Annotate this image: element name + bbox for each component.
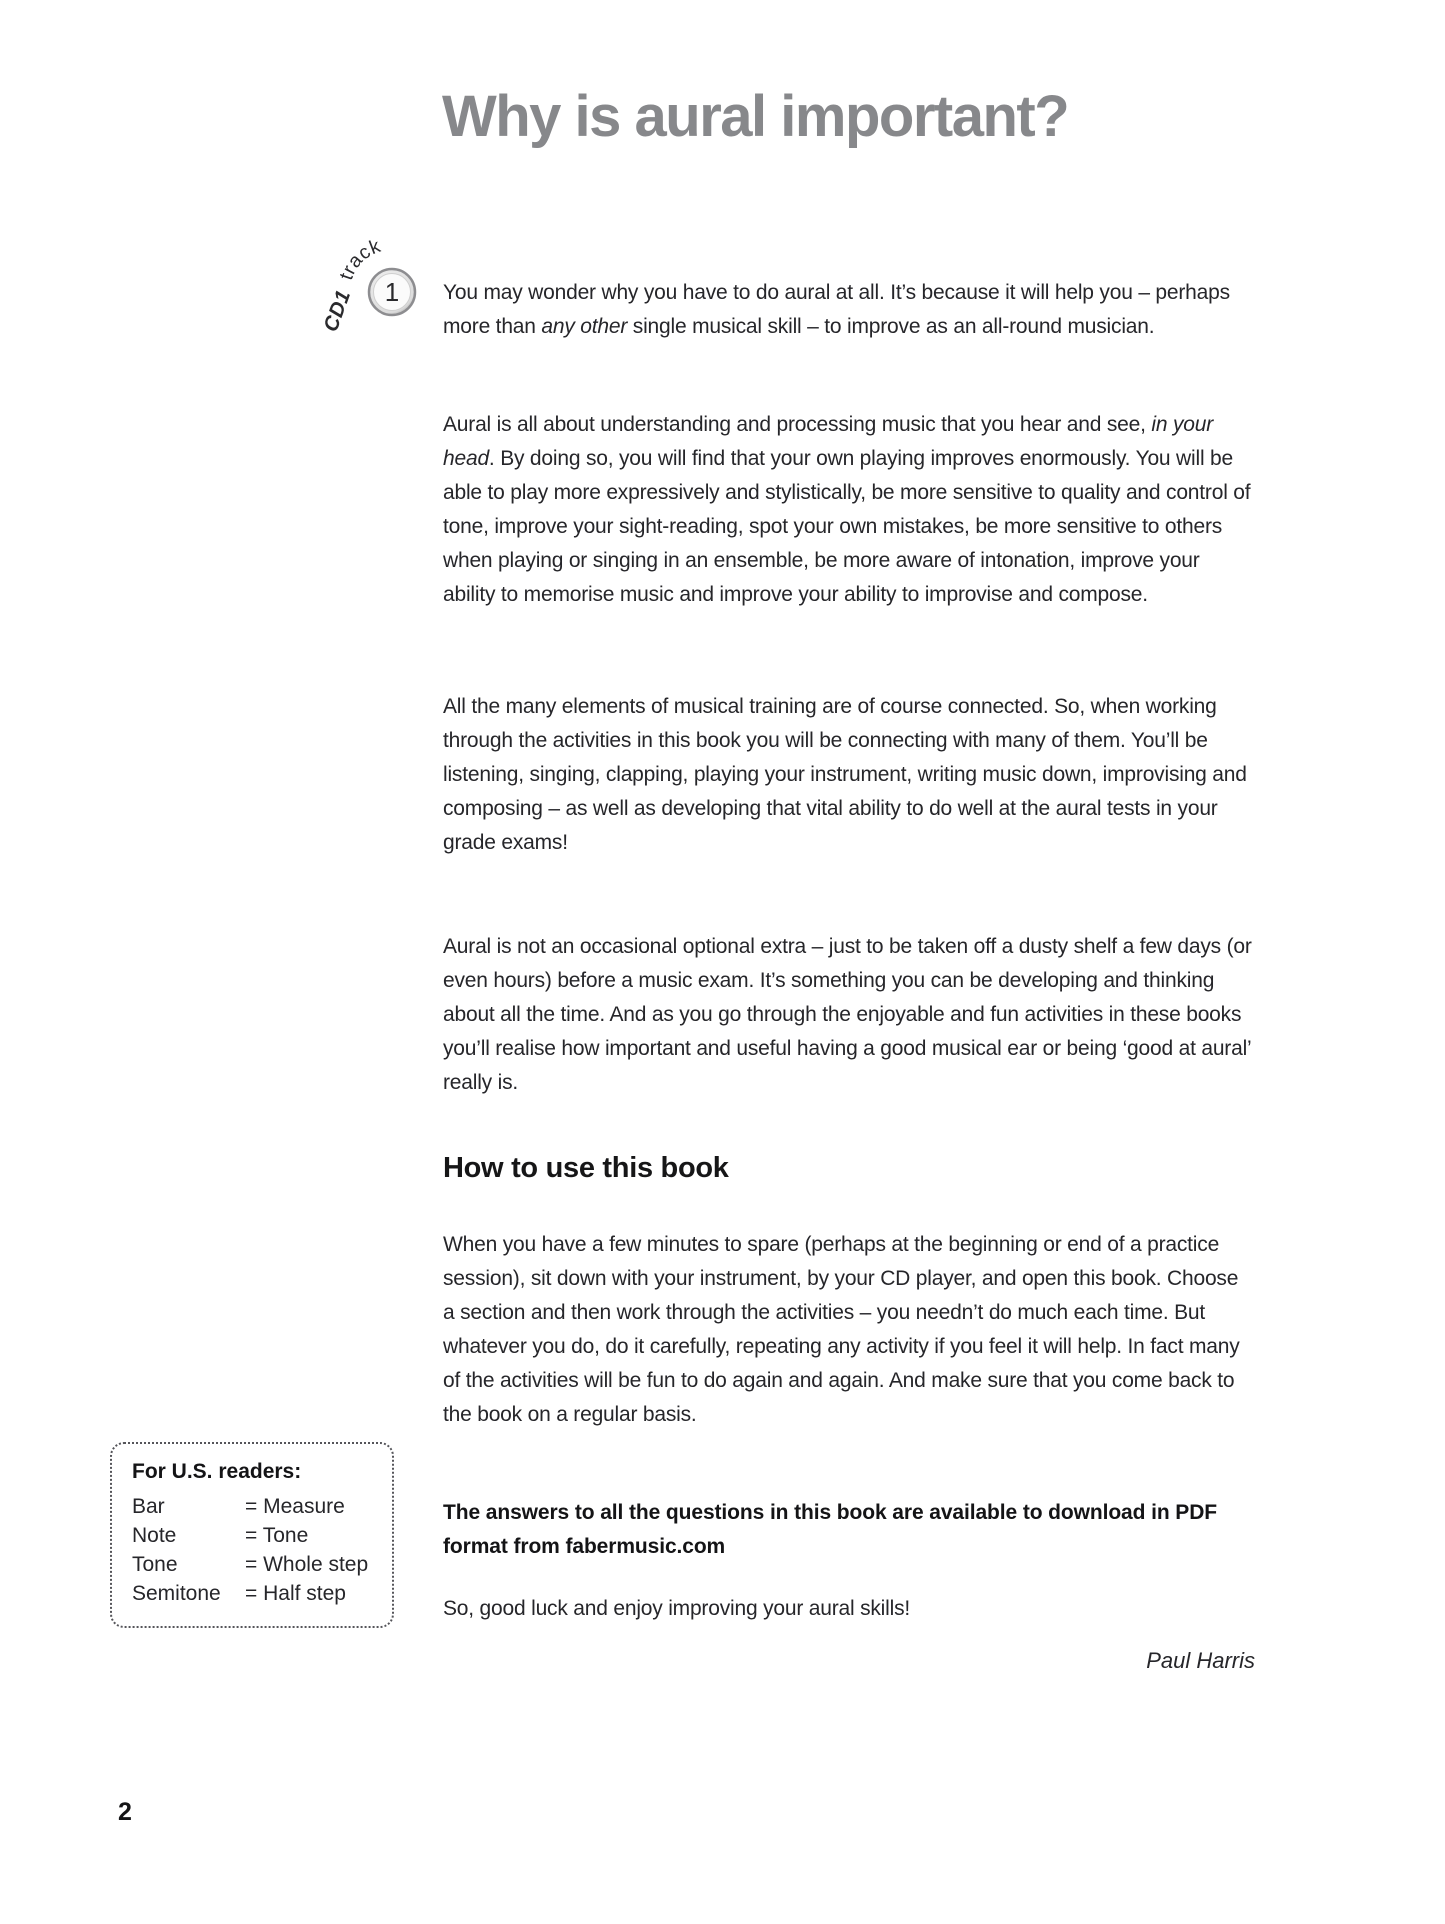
intro-paragraph-3: All the many elements of musical training are of course connected. So, when working through the activities in this book you will be connecting with many of them. You’ll be listening, singing, clapping, playing your instrument, writing music down, improvising and composing – as well as developing that vital ability to do well at the aural tests in your grade exams! [443,695,1247,854]
how-to-paragraph-1: When you have a few minutes to spare (perhaps at the beginning or end of a practice session), sit down with your instrument, by your CD player, and open this book. Choose a section and then work through the activities – you needn’t do much each time. But whatever you do, do it carefully, repeating any activity if you feel it will help. In fact many of the activities will be fun to do again and again. And make sure that you come back to the book on a regular basis. [443,1233,1240,1426]
us-definition: = Whole step [245,1553,369,1576]
us-definition: = Measure [245,1495,345,1518]
us-readers-row [132,1492,374,1521]
closing-line: So, good luck and enjoy improving your aural skills! [443,1597,911,1620]
us-readers-row [132,1550,374,1579]
us-readers-box [110,1442,394,1628]
cd-number-label: CD1 [319,286,356,335]
cd-track-badge [297,220,447,345]
cd-track-number: 1 [384,277,400,307]
section-heading-how-to-use: How to use this book [443,1152,729,1184]
us-definition: = Tone [245,1524,309,1547]
us-readers-row [132,1579,374,1608]
us-term: Tone [132,1553,178,1576]
intro-paragraph-2: Aural is all about understanding and processing music that you hear and see, in your head. By doing so, you will find that your own playing improves enormously. You will be able to play more expressively and stylistically, be more sensitive to quality and control of tone, improve your sight-reading, spot your own mistakes, be more sensitive to others when playing or singing in an ensemble, be more aware of intonation, improve your ability to memorise music and improve your ability to improvise and compose. [443,413,1251,606]
author-credit: Paul Harris [1146,1648,1255,1673]
cd-track-label: track [335,234,384,283]
us-readers-row [132,1521,374,1550]
us-definition: = Half step [245,1582,346,1605]
intro-paragraph-1: You may wonder why you have to do aural at all. It’s because it will help you – perhaps more than any other single musical skill – to improve as an all-round musician. [443,281,1230,338]
answers-download-note: The answers to all the questions in this book are available to download in PDF format from fabermusic.com [443,1501,1217,1558]
intro-paragraph-4: Aural is not an occasional optional extra – just to be taken off a dusty shelf a few days (or even hours) before a music exam. It’s something you can be developing and thinking about all the time. And as you go through the enjoyable and fun activities in these books you’ll realise how important and useful having a good musical ear or being ‘good at aural’ really is. [443,935,1252,1094]
us-term: Note [132,1524,177,1547]
us-term: Semitone [132,1582,221,1605]
us-readers-box-title: For U.S. readers: [132,1460,302,1483]
us-term: Bar [132,1495,165,1518]
page-title: Why is aural important? [442,84,1069,149]
page-number: 2 [118,1798,132,1826]
